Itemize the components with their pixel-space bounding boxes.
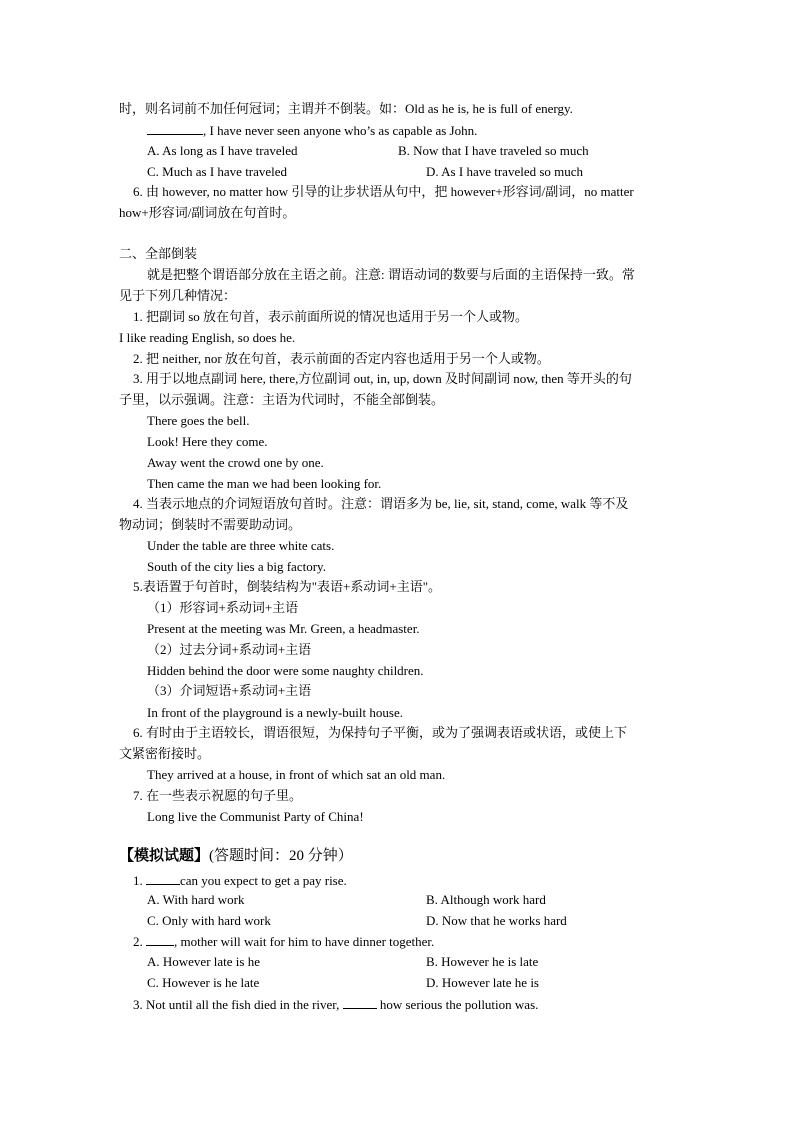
example-sentence: They arrived at a house, in front of which sat an old man. — [147, 767, 446, 782]
question-1 — [133, 871, 347, 890]
example-sentence: Away went the crowd one by one. — [147, 455, 324, 470]
sub-rule: （3）介词短语+系动词+主语 — [147, 683, 312, 698]
option-d: D. However late he is — [426, 975, 539, 990]
quiz-heading-title: 【模拟试题】 — [119, 848, 210, 864]
example-sentence: Look! Here they come. — [147, 434, 268, 449]
rule-line: 7. 在一些表示祝愿的句子里。 — [133, 788, 303, 803]
question-number: 1. — [133, 873, 143, 888]
question-line — [147, 121, 477, 140]
rule-line: 2. 把 neither, nor 放在句首，表示前面的否定内容也适用于另一个人或物。 — [133, 351, 550, 366]
example-sentence: South of the city lies a big factory. — [147, 559, 326, 574]
example-sentence: Then came the man we had been looking for. — [147, 476, 382, 491]
answer-blank — [146, 932, 174, 946]
sub-rule: （1）形容词+系动词+主语 — [147, 600, 299, 615]
intro-line: 就是把整个谓语部分放在主语之前。注意: 谓语动词的数要与后面的主语保持一致。常 — [147, 267, 635, 282]
rule-line: 物动词；倒装时不需要助动词。 — [119, 517, 302, 532]
option-d: D. As I have traveled so much — [426, 164, 584, 179]
question-text: , I have never seen anyone who’s as capable as John. — [203, 123, 478, 138]
option-c: C. Only with hard work — [147, 913, 271, 928]
question-text: , mother will wait for him to have dinner together. — [174, 934, 435, 949]
rule-line: 1. 把副词 so 放在句首，表示前面所说的情况也适用于另一个人或物。 — [133, 309, 529, 324]
option-c: C. Much as I have traveled — [147, 164, 288, 179]
section-heading: 二、全部倒装 — [119, 246, 198, 261]
answer-blank — [147, 121, 203, 135]
answer-blank — [343, 995, 377, 1009]
quiz-heading — [119, 846, 353, 866]
example-sentence: Present at the meeting was Mr. Green, a headmaster. — [147, 621, 420, 636]
sub-rule: （2）过去分词+系动词+主语 — [147, 642, 312, 657]
option-b: B. However he is late — [426, 954, 539, 969]
question-text: 3. Not until all the fish died in the river, — [133, 997, 343, 1012]
option-c: C. However is he late — [147, 975, 260, 990]
rule-line: 6. 由 however, no matter how 引导的让步状语从句中，把 however+形容词/副词，no matter — [133, 184, 634, 199]
question-text: how serious the pollution was. — [376, 997, 539, 1012]
question-text: can you expect to get a pay rise. — [180, 873, 347, 888]
rule-line: 文紧密衔接时。 — [119, 746, 211, 761]
question-3 — [133, 995, 538, 1014]
option-a: A. With hard work — [147, 892, 245, 907]
text-line: 时，则名词前不加任何冠词；主谓并不倒装。如：Old as he is, he is full of energy. — [119, 101, 573, 116]
example-sentence: Hidden behind the door were some naughty children. — [147, 663, 424, 678]
example-sentence: In front of the playground is a newly-built house. — [147, 705, 403, 720]
intro-line: 见于下列几种情况： — [119, 288, 237, 303]
question-2 — [133, 932, 434, 951]
rule-line: 子里，以示强调。注意：主语为代词时，不能全部倒装。 — [119, 392, 445, 407]
rule-line: 4. 当表示地点的介词短语放句首时。注意：谓语多为 be, lie, sit, stand, come, walk 等不及 — [133, 496, 629, 511]
rule-line: 5.表语置于句首时，倒装结构为"表语+系动词+主语"。 — [133, 579, 442, 594]
rule-line: 6. 有时由于主语较长，谓语很短，为保持句子平衡，或为了强调表语或状语，或使上下 — [133, 725, 628, 740]
option-b: B. Although work hard — [426, 892, 546, 907]
rule-line: 3. 用于以地点副词 here, there,方位副词 out, in, up, down 及时间副词 now, then 等开头的句 — [133, 371, 632, 386]
answer-blank — [146, 871, 180, 885]
example-sentence: Long live the Communist Party of China! — [147, 809, 364, 824]
example-sentence: I like reading English, so does he. — [119, 330, 296, 345]
rule-line: how+形容词/副词放在句首时。 — [119, 205, 296, 220]
example-sentence: There goes the bell. — [147, 413, 250, 428]
quiz-heading-time: (答题时间：20 分钟） — [209, 848, 353, 864]
question-number: 2. — [133, 934, 143, 949]
option-a: A. However late is he — [147, 954, 260, 969]
option-a: A. As long as I have traveled — [147, 143, 298, 158]
example-sentence: Under the table are three white cats. — [147, 538, 335, 553]
option-b: B. Now that I have traveled so much — [398, 143, 589, 158]
option-d: D. Now that he works hard — [426, 913, 567, 928]
